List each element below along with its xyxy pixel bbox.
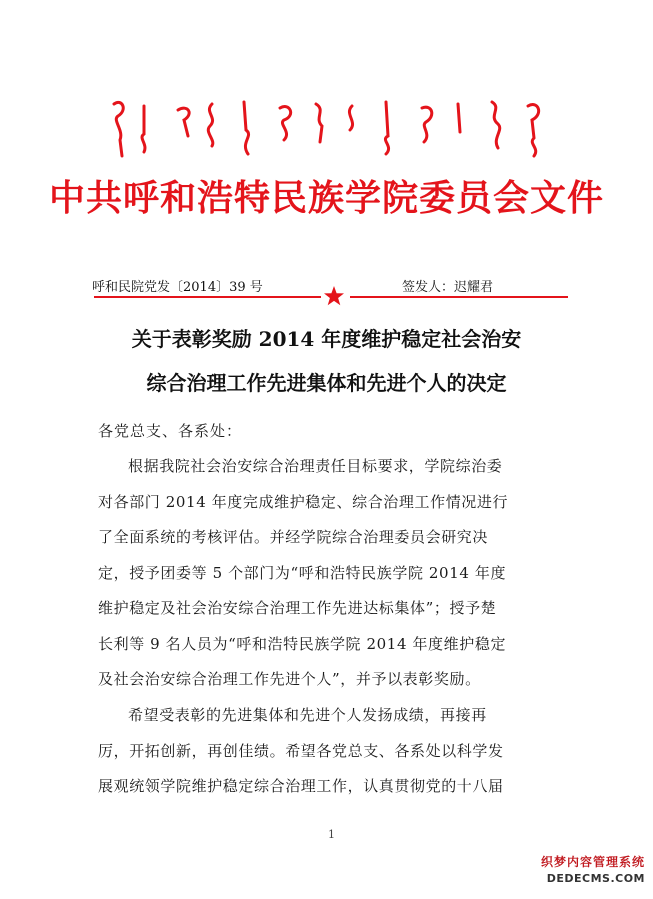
issuing-organization-title: 中共呼和浩特民族学院委员会文件 (48, 178, 604, 219)
body-line: 厉，开拓创新，再创佳绩。希望各党总支、各系处以科学发 (98, 742, 504, 760)
salutation: 各党总支、各系处： (98, 422, 243, 440)
site-watermark (541, 853, 645, 885)
body-line: 对各部门 2014 年度完成维护稳定、综合治理工作情况进行 (98, 493, 509, 511)
signer: 签发人：迟耀君 (402, 280, 494, 295)
body-line: 长利等 9 名人员为“呼和浩特民族学院 2014 年度维护稳定 (98, 635, 507, 653)
body-line: 展观统领学院维护稳定综合治理工作，认真贯彻党的十八届 (98, 777, 504, 795)
body-line: 维护稳定及社会治安综合治理工作先进达标集体”；授予楚 (98, 599, 497, 617)
red-star-icon (322, 284, 346, 308)
body-line: 了全面系统的考核评估。并经学院综合治理委员会研究决 (98, 528, 489, 546)
red-divider-left (94, 296, 321, 298)
watermark-chinese: 织梦内容管理系统 (540, 855, 645, 869)
body-line: 希望受表彰的先进集体和先进个人发扬成绩，再接再 (128, 706, 487, 724)
decision-title-line-1: 关于表彰奖励 2014 年度维护稳定社会治安 (131, 327, 522, 351)
body-line: 及社会治安综合治理工作先进个人”，并予以表彰奖励。 (98, 670, 481, 688)
body-line: 定，授予团委等 5 个部门为“呼和浩特民族学院 2014 年度 (98, 564, 507, 582)
document-number: 呼和民院党发〔2014〕39 号 (92, 280, 263, 295)
body-line: 根据我院社会治安综合治理责任目标要求，学院综治委 (128, 457, 503, 475)
mongolian-script-heading (108, 96, 560, 160)
watermark-english: DEDECMS.COM (546, 872, 645, 885)
red-divider-right (350, 296, 568, 298)
page-number: 1 (328, 828, 335, 841)
decision-title-line-2: 综合治理工作先进集体和先进个人的决定 (146, 371, 507, 395)
